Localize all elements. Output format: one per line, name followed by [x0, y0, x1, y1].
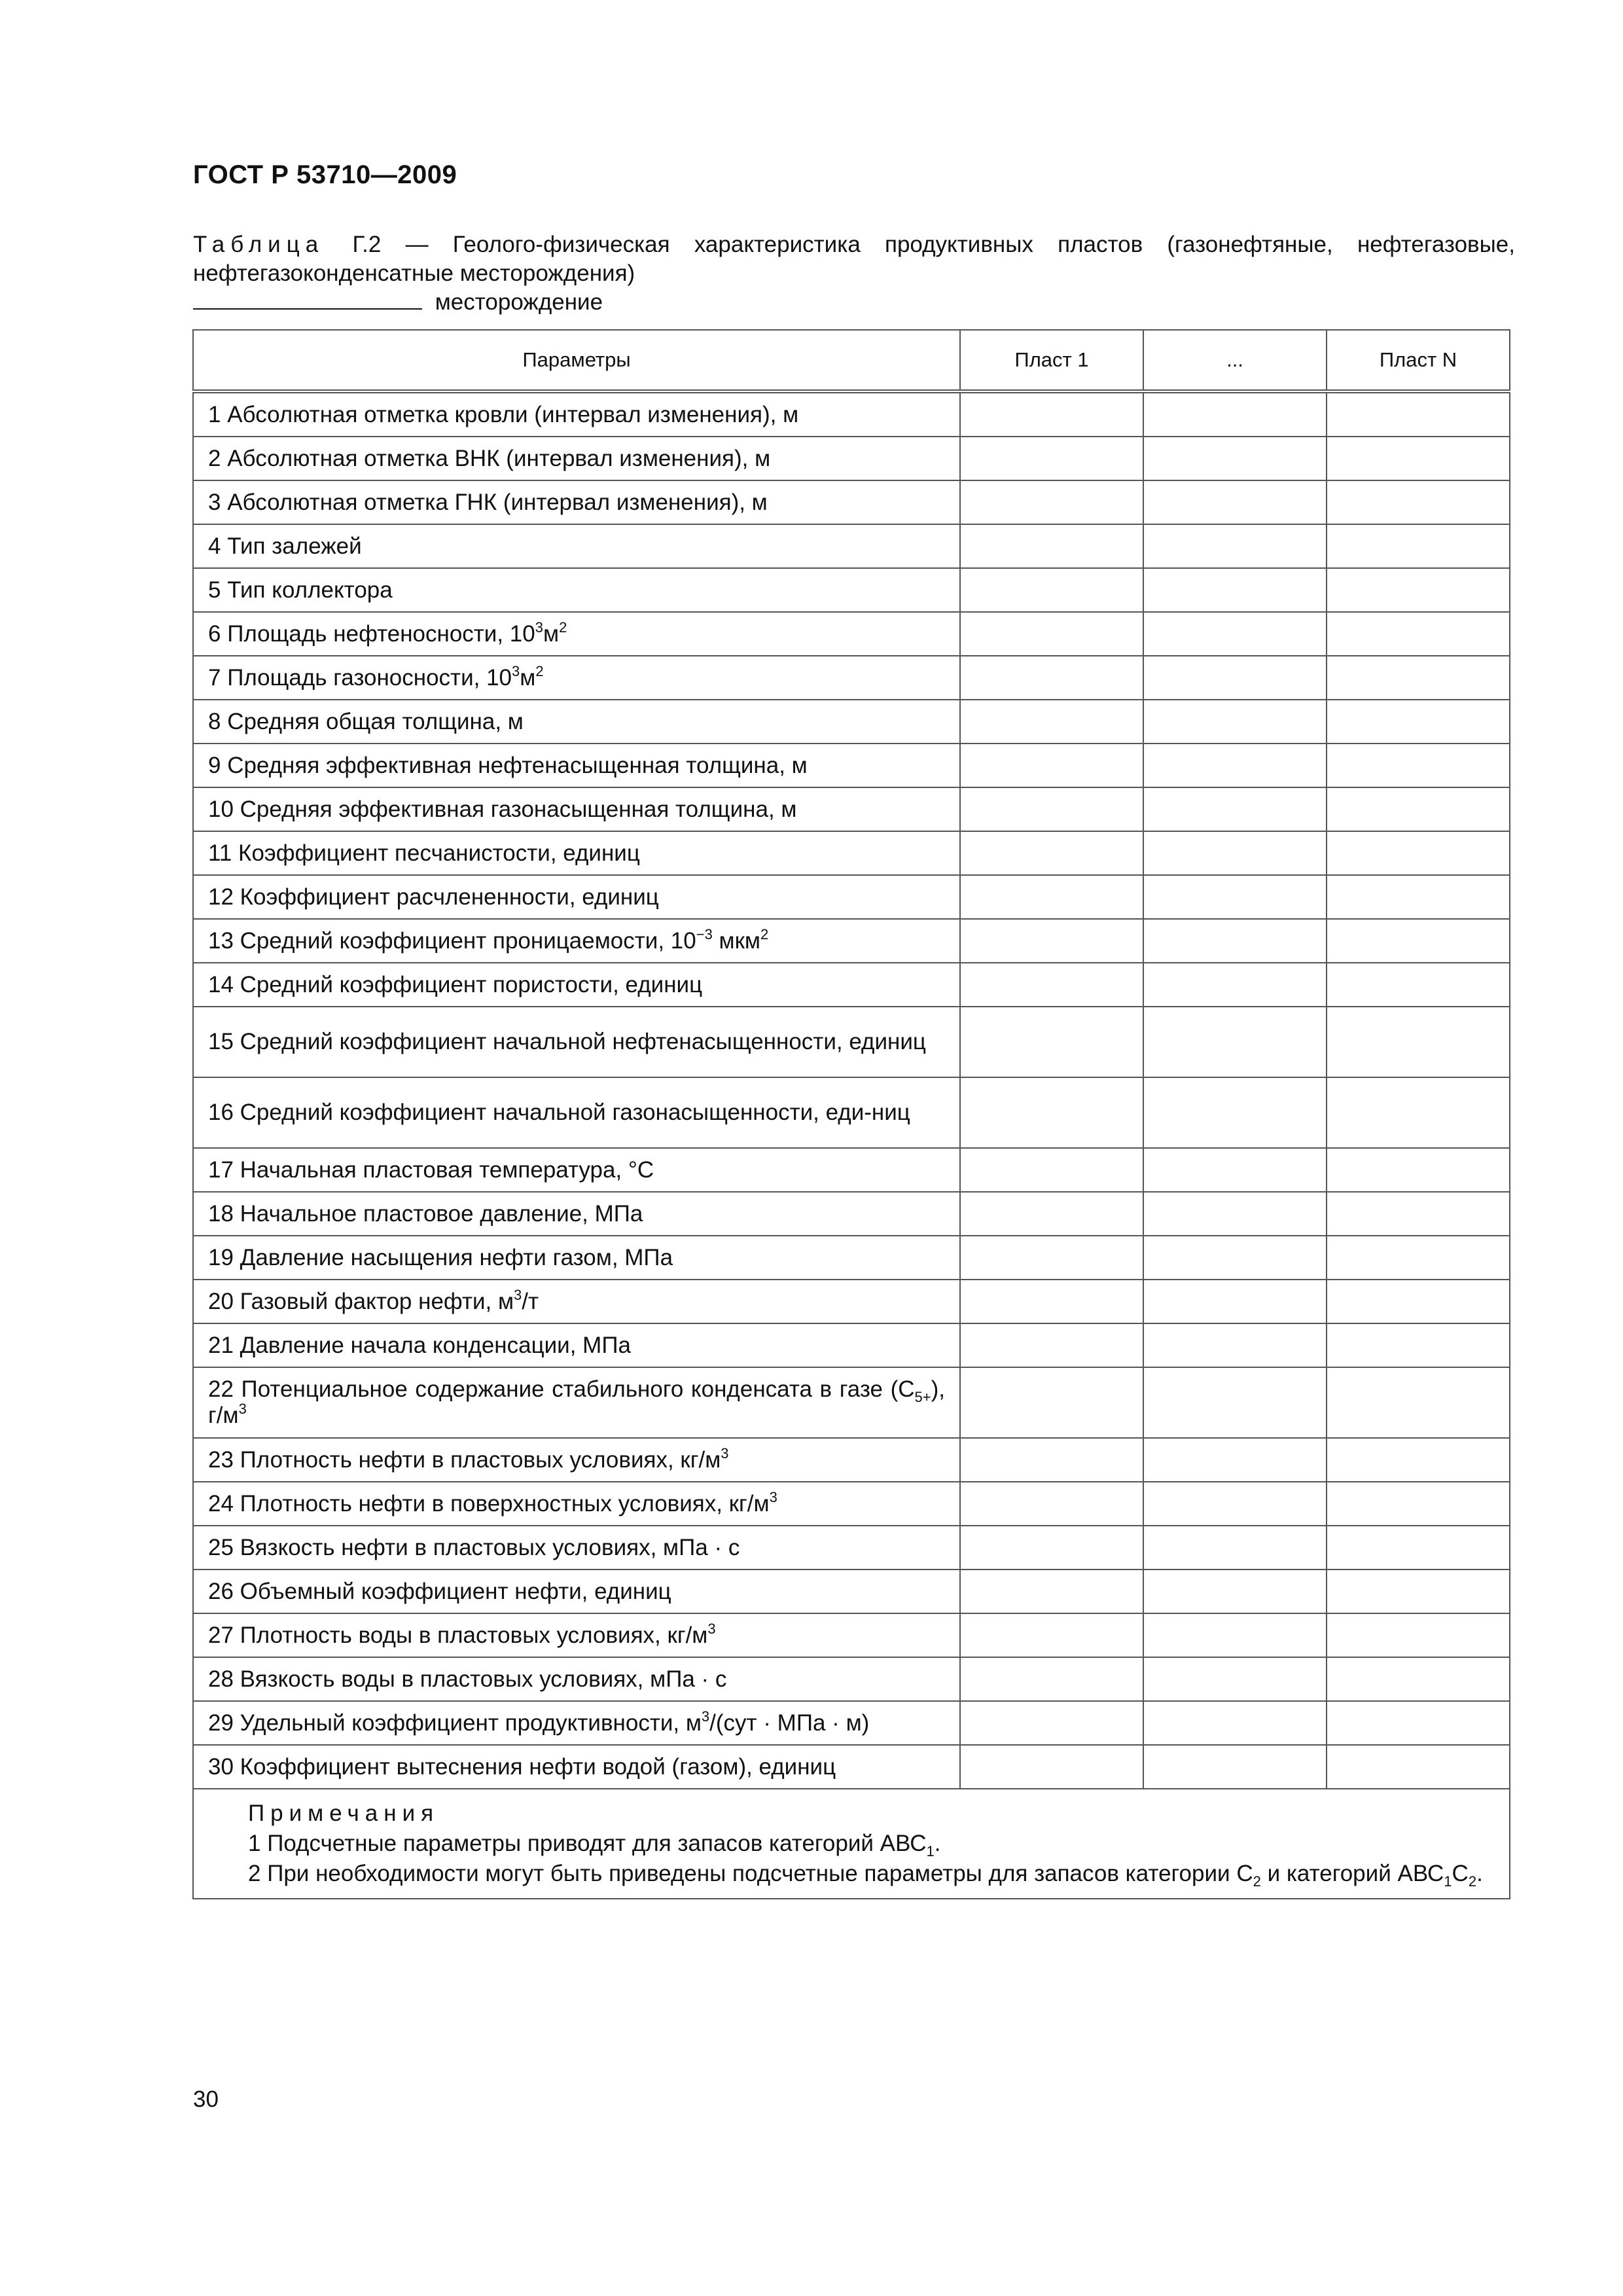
table-row — [193, 787, 1510, 831]
value-cell-layer-n[interactable] — [1327, 1236, 1510, 1280]
page-number: 30 — [193, 2087, 219, 2112]
table-row — [193, 875, 1510, 919]
table-row — [193, 1192, 1510, 1236]
parameter-cell: 16 Средний коэффициент начальной газонасыщенности, еди-ниц — [193, 1077, 960, 1148]
value-cell-ellipsis[interactable] — [1143, 1570, 1327, 1613]
table-row — [193, 963, 1510, 1007]
value-cell-layer-1[interactable] — [960, 1236, 1143, 1280]
value-cell-layer-n[interactable] — [1327, 1367, 1510, 1438]
value-cell-layer-1[interactable] — [960, 1482, 1143, 1526]
value-cell-ellipsis[interactable] — [1143, 875, 1327, 919]
parameter-cell: 11 Коэффициент песчанистости, единиц — [193, 831, 960, 875]
value-cell-layer-1[interactable] — [960, 437, 1143, 480]
value-cell-layer-1[interactable] — [960, 1007, 1143, 1077]
value-cell-layer-n[interactable] — [1327, 1323, 1510, 1367]
value-cell-layer-1[interactable] — [960, 524, 1143, 568]
value-cell-layer-1[interactable] — [960, 1367, 1143, 1438]
value-cell-ellipsis[interactable] — [1143, 1192, 1327, 1236]
value-cell-layer-n[interactable] — [1327, 875, 1510, 919]
value-cell-layer-1[interactable] — [960, 1077, 1143, 1148]
value-cell-layer-1[interactable] — [960, 963, 1143, 1007]
value-cell-ellipsis[interactable] — [1143, 1323, 1327, 1367]
parameter-cell: 23 Плотность нефти в пластовых условиях, $кг/м^3$ — [193, 1438, 960, 1482]
value-cell-layer-n[interactable] — [1327, 1192, 1510, 1236]
table-row — [193, 1745, 1510, 1789]
value-cell-layer-n[interactable] — [1327, 612, 1510, 656]
value-cell-layer-n[interactable] — [1327, 1482, 1510, 1526]
parameter-cell: 7 Площадь газоносности, $10^3м^2$ — [193, 656, 960, 700]
value-cell-ellipsis[interactable] — [1143, 1482, 1327, 1526]
table-row — [193, 568, 1510, 612]
value-cell-layer-1[interactable] — [960, 1570, 1143, 1613]
value-cell-layer-n[interactable] — [1327, 524, 1510, 568]
table-row — [193, 744, 1510, 787]
parameter-cell: 15 Средний коэффициент начальной нефтенасыщенности, единиц — [193, 1007, 960, 1077]
table-row — [193, 1526, 1510, 1570]
value-cell-layer-1[interactable] — [960, 875, 1143, 919]
table-row — [193, 1148, 1510, 1192]
value-cell-ellipsis[interactable] — [1143, 1438, 1327, 1482]
table-row — [193, 1077, 1510, 1148]
parameter-cell: 5 Тип коллектора — [193, 568, 960, 612]
table-row — [193, 391, 1510, 437]
value-cell-layer-n[interactable] — [1327, 391, 1510, 437]
value-cell-layer-1[interactable] — [960, 1280, 1143, 1323]
parameter-cell: 12 Коэффициент расчлененности, единиц — [193, 875, 960, 919]
header-parameters: Параметры — [193, 330, 960, 391]
value-cell-layer-1[interactable] — [960, 1438, 1143, 1482]
deposit-name-blank — [193, 289, 422, 310]
parameter-cell: 26 Объемный коэффициент нефти, единиц — [193, 1570, 960, 1613]
notes-row — [193, 1789, 1510, 1899]
value-cell-ellipsis[interactable] — [1143, 1367, 1327, 1438]
value-cell-layer-1[interactable] — [960, 1745, 1143, 1789]
value-cell-layer-n[interactable] — [1327, 831, 1510, 875]
value-cell-ellipsis[interactable] — [1143, 1701, 1327, 1745]
value-cell-ellipsis[interactable] — [1143, 656, 1327, 700]
value-cell-layer-1[interactable] — [960, 1701, 1143, 1745]
value-cell-layer-n[interactable] — [1327, 1148, 1510, 1192]
parameter-cell: 13 Средний коэффициент проницаемости, $10^{-3}$ мкм$^2$ — [193, 919, 960, 963]
table-row — [193, 524, 1510, 568]
value-cell-layer-n[interactable] — [1327, 1077, 1510, 1148]
parameter-cell: 22 Потенциальное содержание стабильного конденсата в газе $(С_{5+})$, $г/м^3$ — [193, 1367, 960, 1438]
value-cell-layer-n[interactable] — [1327, 1280, 1510, 1323]
value-cell-ellipsis[interactable] — [1143, 963, 1327, 1007]
value-cell-layer-1[interactable] — [960, 1148, 1143, 1192]
table-row — [193, 1007, 1510, 1077]
value-cell-layer-1[interactable] — [960, 612, 1143, 656]
value-cell-ellipsis[interactable] — [1143, 568, 1327, 612]
table-row — [193, 831, 1510, 875]
value-cell-layer-n[interactable] — [1327, 1438, 1510, 1482]
value-cell-layer-1[interactable] — [960, 391, 1143, 437]
value-cell-layer-n[interactable] — [1327, 1526, 1510, 1570]
parameter-cell: 21 Давление начала конденсации, МПа — [193, 1323, 960, 1367]
parameter-cell: 20 Газовый фактор нефти, $м^3/т$ — [193, 1280, 960, 1323]
value-cell-layer-n[interactable] — [1327, 656, 1510, 700]
parameter-cell: 17 Начальная пластовая температура, °С — [193, 1148, 960, 1192]
header-layer-1: Пласт 1 — [960, 330, 1143, 391]
value-cell-layer-1[interactable] — [960, 1192, 1143, 1236]
parameter-cell: 8 Средняя общая толщина, м — [193, 700, 960, 744]
value-cell-layer-n[interactable] — [1327, 744, 1510, 787]
table-row — [193, 1613, 1510, 1657]
value-cell-ellipsis[interactable] — [1143, 1745, 1327, 1789]
value-cell-layer-n[interactable] — [1327, 568, 1510, 612]
value-cell-layer-1[interactable] — [960, 1613, 1143, 1657]
note-1: 1 Подсчетные параметры приводят для запасов категорий $АВС_1$. — [248, 1831, 941, 1859]
value-cell-ellipsis[interactable] — [1143, 391, 1327, 437]
table-row — [193, 612, 1510, 656]
value-cell-layer-n[interactable] — [1327, 919, 1510, 963]
table-row — [193, 1280, 1510, 1323]
value-cell-ellipsis[interactable] — [1143, 1613, 1327, 1657]
table-row — [193, 1657, 1510, 1701]
table-row — [193, 1701, 1510, 1745]
parameters-table — [192, 329, 1510, 1899]
value-cell-ellipsis[interactable] — [1143, 437, 1327, 480]
parameter-cell: 24 Плотность нефти в поверхностных условиях, $кг/м^3$ — [193, 1482, 960, 1526]
value-cell-ellipsis[interactable] — [1143, 1526, 1327, 1570]
value-cell-layer-n[interactable] — [1327, 1007, 1510, 1077]
value-cell-layer-1[interactable] — [960, 831, 1143, 875]
value-cell-ellipsis[interactable] — [1143, 744, 1327, 787]
parameter-cell: 3 Абсолютная отметка ГНК (интервал изменения), м — [193, 480, 960, 524]
table-header-row — [193, 330, 1510, 391]
parameter-cell: 18 Начальное пластовое давление, МПа — [193, 1192, 960, 1236]
value-cell-layer-n[interactable] — [1327, 787, 1510, 831]
note-2: 2 При необходимости могут быть приведены подсчетные параметры для запасов категории $С_2$ и категорий $АВС_1С_2$. — [248, 1861, 1483, 1890]
caption-label: Таблица — [193, 232, 325, 257]
value-cell-layer-1[interactable] — [960, 1657, 1143, 1701]
value-cell-ellipsis[interactable] — [1143, 524, 1327, 568]
value-cell-layer-n[interactable] — [1327, 1701, 1510, 1745]
value-cell-layer-n[interactable] — [1327, 1570, 1510, 1613]
document-header: ГОСТ Р 53710—2009 — [193, 160, 457, 189]
value-cell-layer-1[interactable] — [960, 787, 1143, 831]
table-caption — [193, 230, 1515, 288]
value-cell-ellipsis[interactable] — [1143, 1280, 1327, 1323]
value-cell-ellipsis[interactable] — [1143, 1148, 1327, 1192]
parameter-cell: 27 Плотность воды в пластовых условиях, $кг/м^3$ — [193, 1613, 960, 1657]
table-row — [193, 480, 1510, 524]
value-cell-layer-1[interactable] — [960, 1526, 1143, 1570]
value-cell-layer-1[interactable] — [960, 700, 1143, 744]
parameter-cell: 29 Удельный коэффициент продуктивности, $м^3/(сут$ · МПа · м) — [193, 1701, 960, 1745]
table-row — [193, 656, 1510, 700]
notes-cell — [193, 1789, 1510, 1899]
parameter-cell: 2 Абсолютная отметка ВНК (интервал изменения), м — [193, 437, 960, 480]
header-ellipsis: ... — [1143, 330, 1327, 391]
parameter-cell: 14 Средний коэффициент пористости, единиц — [193, 963, 960, 1007]
notes-title: Примечания — [248, 1801, 440, 1826]
table-row — [193, 1323, 1510, 1367]
value-cell-ellipsis[interactable] — [1143, 700, 1327, 744]
value-cell-layer-n[interactable] — [1327, 1745, 1510, 1789]
table-row — [193, 919, 1510, 963]
value-cell-ellipsis[interactable] — [1143, 480, 1327, 524]
parameter-cell: 19 Давление насыщения нефти газом, МПа — [193, 1236, 960, 1280]
value-cell-layer-n[interactable] — [1327, 700, 1510, 744]
value-cell-layer-1[interactable] — [960, 480, 1143, 524]
value-cell-layer-1[interactable] — [960, 919, 1143, 963]
table-row — [193, 437, 1510, 480]
parameter-cell: 25 Вязкость нефти в пластовых условиях, мПа · с — [193, 1526, 960, 1570]
parameter-cell: 4 Тип залежей — [193, 524, 960, 568]
table-row — [193, 700, 1510, 744]
parameter-cell: 6 Площадь нефтеносности, $10^3м^2$ — [193, 612, 960, 656]
value-cell-layer-1[interactable] — [960, 744, 1143, 787]
deposit-line — [193, 288, 603, 317]
parameter-cell: 28 Вязкость воды в пластовых условиях, мПа · с — [193, 1657, 960, 1701]
table-row — [193, 1482, 1510, 1526]
value-cell-ellipsis[interactable] — [1143, 787, 1327, 831]
value-cell-layer-n[interactable] — [1327, 437, 1510, 480]
parameter-cell: 10 Средняя эффективная газонасыщенная толщина, м — [193, 787, 960, 831]
caption-text: Г.2 — Геолого-физическая характеристика продуктивных пластов (газонефтяные, нефтегазовые, нефтегазоконденсатные месторождения) — [193, 232, 1515, 286]
value-cell-layer-n[interactable] — [1327, 1657, 1510, 1701]
value-cell-ellipsis[interactable] — [1143, 919, 1327, 963]
value-cell-layer-1[interactable] — [960, 1323, 1143, 1367]
parameter-cell: 9 Средняя эффективная нефтенасыщенная толщина, м — [193, 744, 960, 787]
table-row — [193, 1570, 1510, 1613]
parameter-cell: 30 Коэффициент вытеснения нефти водой (газом), единиц — [193, 1745, 960, 1789]
value-cell-ellipsis[interactable] — [1143, 612, 1327, 656]
table-row — [193, 1236, 1510, 1280]
value-cell-layer-1[interactable] — [960, 656, 1143, 700]
table-row — [193, 1438, 1510, 1482]
value-cell-layer-n[interactable] — [1327, 480, 1510, 524]
value-cell-layer-1[interactable] — [960, 568, 1143, 612]
value-cell-ellipsis[interactable] — [1143, 831, 1327, 875]
value-cell-ellipsis[interactable] — [1143, 1007, 1327, 1077]
value-cell-ellipsis[interactable] — [1143, 1236, 1327, 1280]
header-layer-n: Пласт N — [1327, 330, 1510, 391]
value-cell-ellipsis[interactable] — [1143, 1077, 1327, 1148]
table-row — [193, 1367, 1510, 1438]
value-cell-layer-n[interactable] — [1327, 1613, 1510, 1657]
value-cell-layer-n[interactable] — [1327, 963, 1510, 1007]
deposit-word: месторождение — [435, 289, 603, 315]
parameter-cell: 1 Абсолютная отметка кровли (интервал изменения), м — [193, 391, 960, 437]
value-cell-ellipsis[interactable] — [1143, 1657, 1327, 1701]
